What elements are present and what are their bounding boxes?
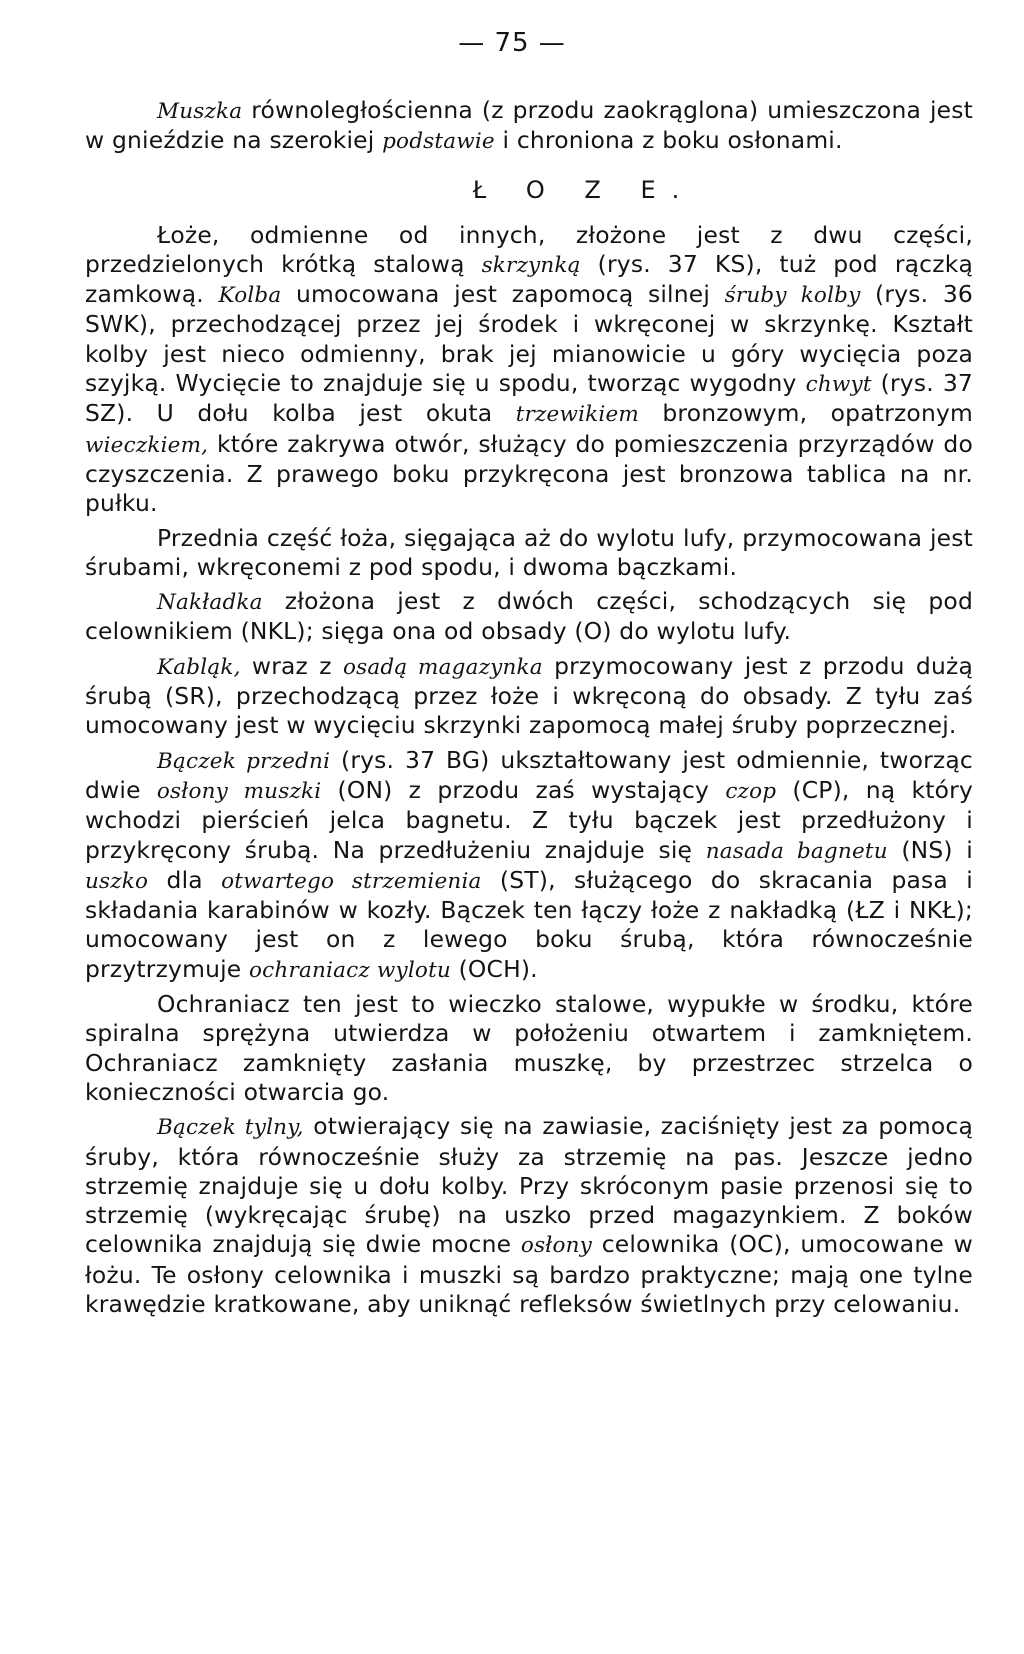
paragraph-muszka bbox=[85, 96, 973, 157]
text-run: (rys. 37 KS), tuż pod rączką zamkową. bbox=[85, 249, 973, 309]
text-run: (CP), ną który wchodzi pierścień jelca bagnetu. Z tyłu bączek jest przedłużony i przykręcony śrubą. Na przedłużeniu znajduje się bbox=[85, 775, 973, 864]
text-run: umocowana jest zapomocą silnej bbox=[281, 280, 725, 309]
italic-term: osłony bbox=[520, 1233, 593, 1259]
text-block bbox=[85, 96, 973, 1319]
text-run: bronzowym, opatrzonym bbox=[638, 399, 973, 428]
italic-term: Kabląk, bbox=[157, 654, 241, 680]
text-run: przymocowany jest z przodu dużą śrubą (SR), przechodzącą przez łoże i wkręconą do obsady. Z tyłu zaś umocowany jest w wycięciu skrzynki zapomocą małej śruby poprzecznej. bbox=[85, 651, 974, 740]
paragraph-kablak bbox=[85, 652, 973, 741]
text-run: złożona jest z dwóch części, schodzących się pod celownikiem (NKL); sięga ona od obsady (O) do wylotu lufy. bbox=[85, 587, 973, 646]
italic-term: ochraniacz wylotu bbox=[249, 957, 451, 983]
italic-term: Muszka bbox=[157, 99, 243, 124]
text-run: (rys. 37 SZ). U dołu kolba jest okuta bbox=[85, 369, 974, 428]
paragraph-baczek-przedni bbox=[85, 746, 973, 985]
text-run: Łoże, odmienne od innych, złożone jest z dwu części, przedzielonych krótką stalową bbox=[85, 220, 973, 278]
italic-term: osadą magazynka bbox=[343, 654, 543, 680]
text-run: i chroniona z boku osłonami. bbox=[494, 126, 843, 155]
italic-term: podstawie bbox=[382, 129, 495, 155]
text-run: (ON) z przodu zaś wystający bbox=[321, 775, 726, 804]
page-number: — 75 — bbox=[458, 28, 566, 58]
italic-term: osłony muszki bbox=[156, 778, 322, 804]
italic-term: uszko bbox=[85, 868, 149, 894]
paragraph-przednia-czesc bbox=[85, 524, 973, 583]
text-run: (rys. 37 BG) ukształtowany jest odmiennie, tworząc dwie bbox=[85, 745, 973, 804]
paragraph-nakladka bbox=[85, 587, 973, 647]
paragraph-baczek-tylny bbox=[85, 1112, 973, 1319]
text-run: (OCH). bbox=[450, 954, 538, 983]
text-run: równoległościenna (z przodu zaokrąglona) umieszczona jest w gnieździe na szerokiej bbox=[85, 96, 973, 155]
italic-term: wieczkiem, bbox=[85, 432, 209, 458]
italic-term: chwyt bbox=[805, 372, 872, 398]
text-run: które zakrywa otwór, służący do pomieszczenia przyrządów do czyszczenia. Z prawego boku przykręcona jest bronzowa tablica na nr. pułku. bbox=[85, 429, 973, 518]
text-run: (NS) i bbox=[887, 835, 973, 864]
text-run: otwierający się na zawiasie, zaciśnięty jest za pomocą śruby, która równocześnie służy za strzemię na pas. Jeszcze jedno strzemię znajduje się u dołu kolby. Przy skróconym pasie przenosi się to strzemię (wykręcając śrubę) na uszko przed magazynkiem. Z boków celownika znajdują się dwie mocne bbox=[85, 1112, 973, 1259]
italic-term: otwartego strzemienia bbox=[221, 868, 482, 894]
italic-term: Nakładka bbox=[157, 590, 263, 616]
italic-term: Bączek przedni bbox=[157, 748, 331, 774]
paragraph-ochraniacz bbox=[85, 990, 973, 1107]
italic-term: nasada bagnetu bbox=[705, 838, 888, 864]
italic-term: skrzynką bbox=[481, 252, 581, 278]
text-run: (rys. 36 SWK), przechodzącej przez jej środek i wkręconej w skrzynkę. Kształt kolby jest nieco odmienny, brak jej mianowicie u góry wycięcia poza szyjką. Wycięcie to znajduje się u spodu, tworząc wygodny bbox=[85, 280, 974, 398]
text-run: dla bbox=[148, 865, 222, 894]
text-run: Przednia część łoża, sięgająca aż do wylotu lufy, przymocowana jest śrubami, wkręconemi z pod spodu, i dwoma bączkami. bbox=[85, 523, 973, 581]
italic-term: Bączek tylny, bbox=[157, 1115, 304, 1141]
italic-term: czop bbox=[725, 778, 777, 804]
text-run: Ochraniacz ten jest to wieczko stalowe, wypukłe w środku, które spiralna sprężyna utwierdza w położeniu otwartem i zamkniętem. Ochraniacz zamknięty zasłania muszkę, by przestrzec strzelca o konieczności otwarcia go. bbox=[85, 990, 973, 1106]
section-title: Ł O Z E. bbox=[472, 175, 696, 204]
italic-term: Kolba bbox=[218, 283, 282, 309]
text-run: celownika (OC), umocowane w łożu. Te osłony celownika i muszki są bardzo praktyczne; mają one tylne krawędzie kratkowane, aby uniknąć refleksów świetlnych przy celowaniu. bbox=[85, 1230, 973, 1318]
italic-term: trzewikiem bbox=[515, 402, 639, 428]
italic-term: śruby kolby bbox=[724, 283, 861, 309]
text-run: (ST), służącego do skracania pasa i składania karabinów w kozły. Bączek ten łączy łoże z nakładką (ŁZ i NKŁ); umocowany jest on z lewego boku śrubą, która równocześnie przytrzymuje bbox=[85, 865, 973, 983]
paragraph-loze bbox=[85, 221, 973, 519]
text-run: wraz z bbox=[240, 651, 344, 680]
